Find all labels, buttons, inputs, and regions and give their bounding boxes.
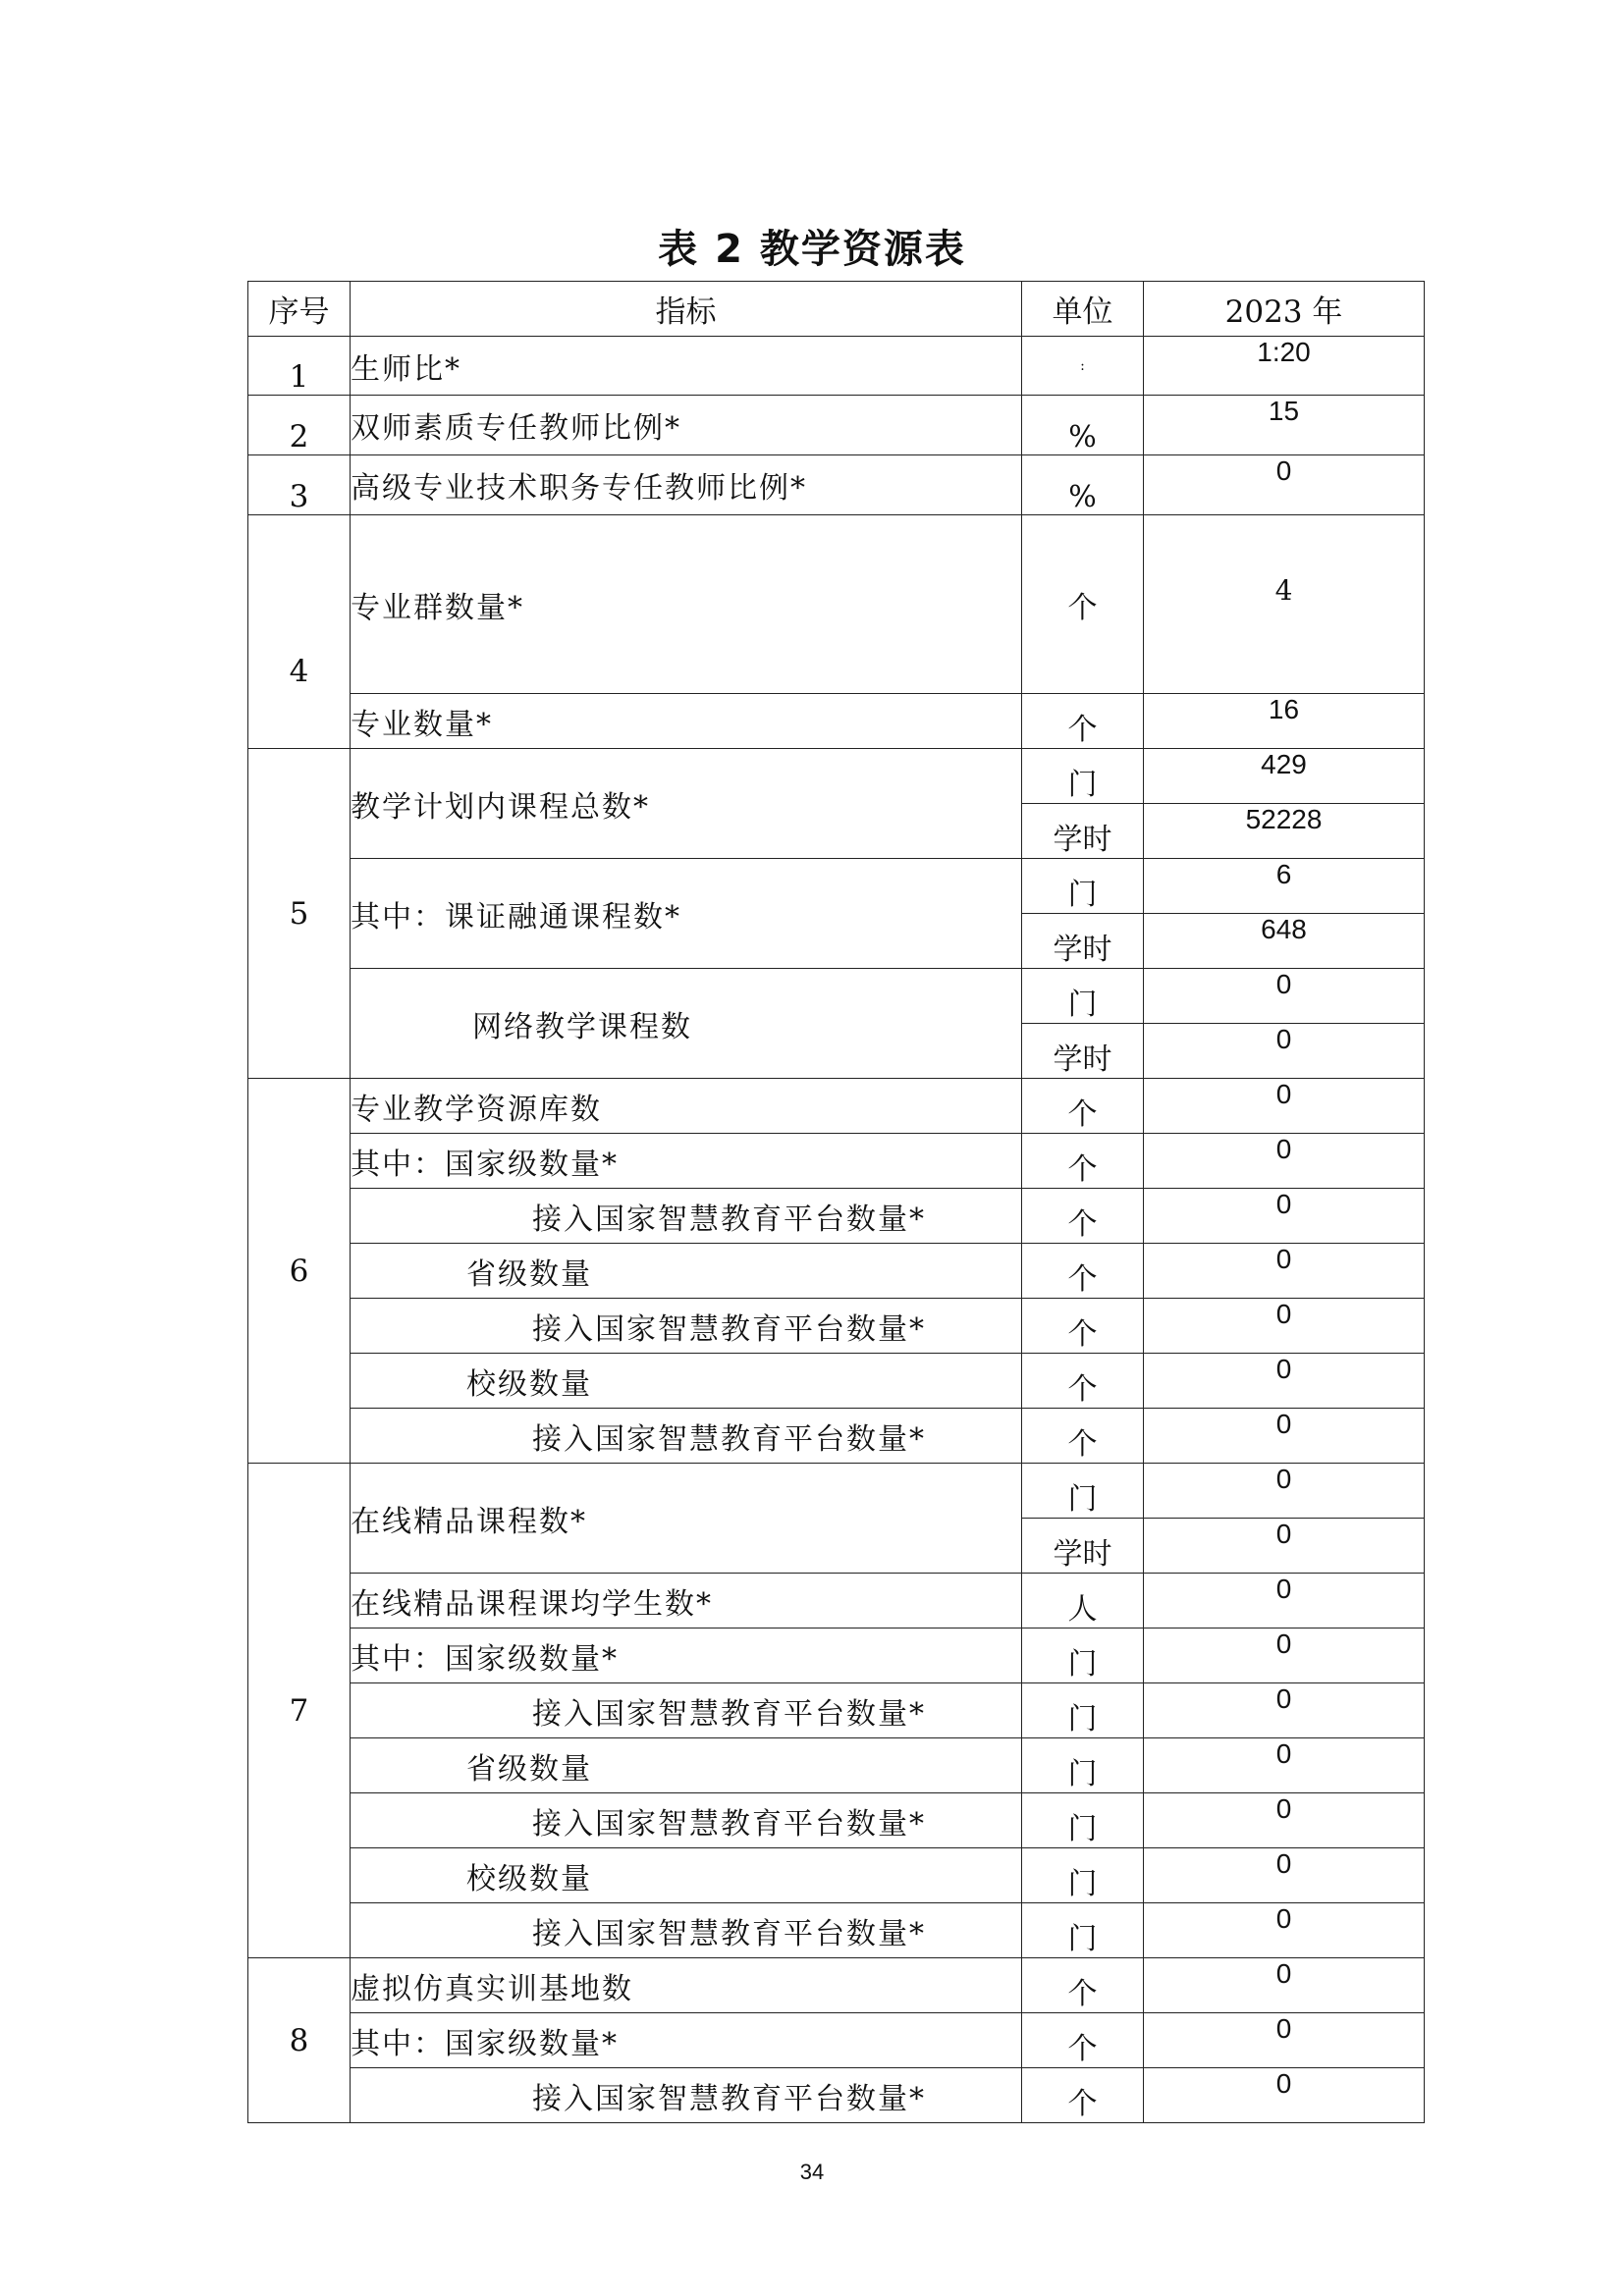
row-value: 0 [1144,1244,1425,1299]
row-value: 0 [1144,1024,1425,1079]
row-indicator: 虚拟仿真实训基地数 [351,1958,1022,2013]
row-unit: : [1022,337,1144,396]
table-row [248,1354,1425,1409]
table-row [248,337,1425,396]
table-row [248,1079,1425,1134]
row-value: 6 [1144,859,1425,914]
table-row [248,1244,1425,1299]
row-indicator: 专业数量* [351,694,1022,749]
row-indicator: 网络教学课程数 [351,969,1022,1079]
row-indicator: 专业教学资源库数 [351,1079,1022,1134]
row-unit: % [1022,396,1144,455]
row-value: 0 [1144,1299,1425,1354]
row-indicator: 在线精品课程课均学生数* [351,1574,1022,1629]
row-unit: 门 [1022,969,1144,1024]
row-unit: 个 [1022,2068,1144,2123]
row-indicator: 接入国家智慧教育平台数量* [351,1683,1022,1738]
row-indicator: 双师素质专任教师比例* [351,396,1022,455]
table-row [248,1738,1425,1793]
row-unit: 学时 [1022,1024,1144,1079]
table-row [248,749,1425,804]
header-year: 2023 年 [1144,282,1425,337]
row-value: 0 [1144,1519,1425,1574]
row-indicator: 接入国家智慧教育平台数量* [351,1299,1022,1354]
row-unit: 门 [1022,1793,1144,1848]
row-value: 0 [1144,1574,1425,1629]
row-value: 4 [1144,515,1425,694]
row-indicator: 教学计划内课程总数* [351,749,1022,859]
row-value: 0 [1144,1464,1425,1519]
table-row [248,515,1425,694]
table-row [248,1189,1425,1244]
table-row [248,396,1425,455]
row-value: 0 [1144,455,1425,515]
table-row [248,1574,1425,1629]
table-title: 表 2 教学资源表 [658,227,966,272]
row-value: 0 [1144,1903,1425,1958]
table-row [248,2068,1425,2123]
row-indicator: 校级数量 [351,1354,1022,1409]
row-indicator: 其中：国家级数量* [351,1134,1022,1189]
row-indicator: 校级数量 [351,1848,1022,1903]
row-indicator: 其中：国家级数量* [351,1629,1022,1683]
row-indicator: 在线精品课程数* [351,1464,1022,1574]
header-unit: 单位 [1022,282,1144,337]
row-seq: 8 [248,1958,351,2123]
row-value: 648 [1144,914,1425,969]
table-row [248,1903,1425,1958]
row-indicator: 省级数量 [351,1244,1022,1299]
row-value: 0 [1144,1683,1425,1738]
table-row [248,1299,1425,1354]
row-seq: 6 [248,1079,351,1464]
row-unit: 个 [1022,1244,1144,1299]
row-value: 52228 [1144,804,1425,859]
row-indicator: 高级专业技术职务专任教师比例* [351,455,1022,515]
table-row [248,694,1425,749]
row-seq: 4 [248,515,351,749]
row-indicator: 接入国家智慧教育平台数量* [351,1189,1022,1244]
row-value: 15 [1144,396,1425,455]
row-unit: 门 [1022,1464,1144,1519]
table-row [248,1409,1425,1464]
row-unit: % [1022,455,1144,515]
table-row [248,2013,1425,2068]
row-unit: 门 [1022,1903,1144,1958]
row-unit: 个 [1022,1354,1144,1409]
row-value: 0 [1144,1738,1425,1793]
row-unit: 个 [1022,2013,1144,2068]
header-seq: 序号 [248,282,351,337]
row-indicator: 专业群数量* [351,515,1022,694]
row-indicator: 其中：国家级数量* [351,2013,1022,2068]
table-row [248,1848,1425,1903]
row-value: 0 [1144,1354,1425,1409]
row-value: 0 [1144,1079,1425,1134]
row-unit: 学时 [1022,914,1144,969]
row-value: 0 [1144,2068,1425,2123]
table-row [248,1958,1425,2013]
table-row [248,1793,1425,1848]
page-number: 34 [799,2160,825,2184]
row-value: 0 [1144,1848,1425,1903]
row-value: 1:20 [1144,337,1425,396]
header-indicator: 指标 [351,282,1022,337]
row-unit: 个 [1022,1189,1144,1244]
table-row [248,969,1425,1024]
row-value: 0 [1144,1189,1425,1244]
table-row [248,859,1425,914]
table-header-row [248,282,1425,337]
row-value: 0 [1144,1629,1425,1683]
row-unit: 个 [1022,515,1144,694]
row-seq: 3 [248,455,351,515]
row-value: 0 [1144,969,1425,1024]
row-unit: 个 [1022,1409,1144,1464]
row-unit: 个 [1022,1958,1144,2013]
row-value: 0 [1144,1409,1425,1464]
row-unit: 个 [1022,1079,1144,1134]
row-value: 16 [1144,694,1425,749]
row-indicator: 接入国家智慧教育平台数量* [351,2068,1022,2123]
row-value: 0 [1144,1958,1425,2013]
row-unit: 门 [1022,1629,1144,1683]
row-unit: 人 [1022,1574,1144,1629]
row-indicator: 省级数量 [351,1738,1022,1793]
row-unit: 门 [1022,1848,1144,1903]
row-indicator: 其中：课证融通课程数* [351,859,1022,969]
row-indicator: 接入国家智慧教育平台数量* [351,1793,1022,1848]
row-seq: 2 [248,396,351,455]
table-row [248,1134,1425,1189]
row-value: 0 [1144,1793,1425,1848]
row-indicator: 接入国家智慧教育平台数量* [351,1409,1022,1464]
row-seq: 5 [248,749,351,1079]
row-unit: 门 [1022,1683,1144,1738]
row-unit: 门 [1022,859,1144,914]
row-value: 0 [1144,2013,1425,2068]
row-unit: 门 [1022,1738,1144,1793]
row-seq: 1 [248,337,351,396]
row-unit: 学时 [1022,1519,1144,1574]
table-row [248,455,1425,515]
table-row [248,1464,1425,1519]
table-row [248,1629,1425,1683]
teaching-resources-table [247,281,1425,2123]
row-unit: 个 [1022,1134,1144,1189]
row-value: 429 [1144,749,1425,804]
row-unit: 门 [1022,749,1144,804]
row-seq: 7 [248,1464,351,1958]
row-value: 0 [1144,1134,1425,1189]
row-unit: 个 [1022,1299,1144,1354]
row-indicator: 接入国家智慧教育平台数量* [351,1903,1022,1958]
row-indicator: 生师比* [351,337,1022,396]
table-row [248,1683,1425,1738]
row-unit: 个 [1022,694,1144,749]
row-unit: 学时 [1022,804,1144,859]
